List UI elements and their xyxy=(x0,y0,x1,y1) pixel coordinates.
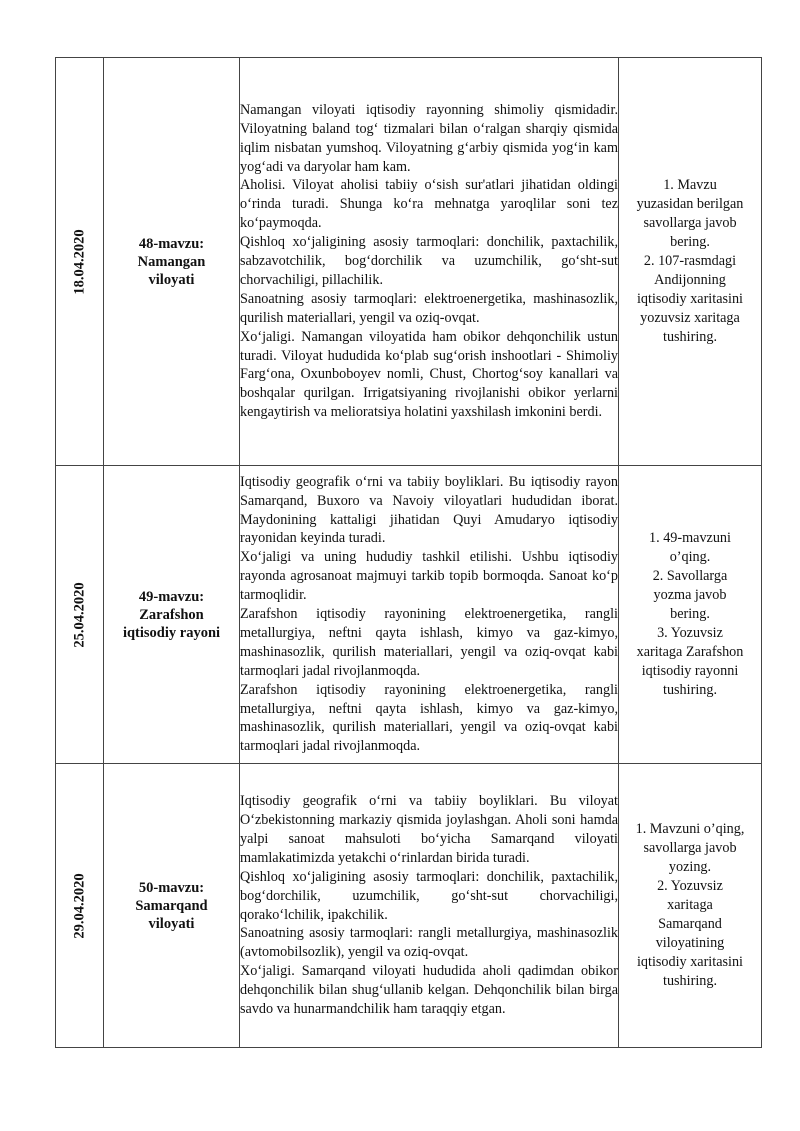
task-line: Andijonning xyxy=(654,271,726,288)
table-row xyxy=(56,58,762,466)
content-paragraph: Iqtisodiy geografik o‘rni va tabiiy boyliklari. Bu iqtisodiy rayon Samarqand, Buxoro va Navoiy viloyatlari hududidan iborat. Maydonining kattaligi jihatidan Quyi Amudaryo iqtisodiy rayonidan keyinda turadi. xyxy=(240,473,618,547)
task-line: tushiring. xyxy=(663,681,717,698)
task-line: 2. Savollarga xyxy=(652,568,728,585)
content-paragraph: Qishloq xo‘jaligining asosiy tarmoqlari: donchilik, paxtachilik, sabzavotchilik, bog‘dorchilik va uzumchilik, go‘sht-sut chorvachiligi, pillachilik. xyxy=(240,234,618,288)
task-line: 1. 49-mavzuni xyxy=(649,530,731,547)
task-cell xyxy=(619,764,762,1048)
task-line: iqtisodiy xaritasini xyxy=(636,290,743,307)
content-paragraph: Zarafshon iqtisodiy rayonining elektroenergetika, rangli metallurgiya, neftni qayta ishlash, kimyo va gaz-kimyo, mashinasozlik, qurilish materiallari, yengil va oziq-ovqat kabi tarmoqlari jadal rivojlanmoqda. xyxy=(240,606,618,679)
lesson-date: 29.04.2020 xyxy=(71,872,87,939)
date-cell xyxy=(56,764,104,1048)
task-line: 2. 107-rasmdagi xyxy=(643,253,737,270)
topic-line: 49-mavzu: xyxy=(138,588,205,605)
topic-line: iqtisodiy rayoni xyxy=(122,624,221,641)
topic-cell xyxy=(104,764,240,1048)
content-paragraph: Xo‘jaligi va uning hududiy tashkil etilishi. Ushbu iqtisodiy rayonda agrosanoat majmuyi tarkib topib bormoqda. Sanoat ko‘p tarmoqlidir. xyxy=(240,549,618,604)
topic-cell xyxy=(104,466,240,764)
task-line: yozing. xyxy=(668,859,712,876)
task-line: bering. xyxy=(670,234,710,251)
content-paragraph: Xo‘jaligi. Samarqand viloyati hududida aholi qadimdan obikor dehqonchilik bilan shug‘ullanib kelgan. Dehqonchilik bilan birga savdo va hunarmandchilik ham taraqqiy etgan. xyxy=(240,963,618,1018)
topic-line: viloyati xyxy=(148,915,195,932)
content-paragraph: Aholisi. Viloyat aholisi tabiiy o‘sish sur'atlari jihatidan oldingi o‘rinda turadi. Shunga ko‘ra mehnatga yaroqlilar soni tez ko‘paymoqda. xyxy=(240,177,618,232)
lesson-plan-table xyxy=(55,57,762,1048)
task-line: savollarga javob xyxy=(643,840,737,857)
topic-line: Zarafshon xyxy=(139,606,204,623)
content-paragraph: Iqtisodiy geografik o‘rni va tabiiy boyliklari. Bu viloyat O‘zbekistonning markaziy qismida joylashgan. Aholi soni hamda yalpi sanoat mahsuloti bo‘yicha Samarqand viloyati mamlakatimizda yetakchi o‘rinlardan birida turadi. xyxy=(240,793,618,866)
task-line: 1. Mavzuni o’qing, xyxy=(635,821,745,838)
content-cell xyxy=(240,58,619,466)
topic-line: viloyati xyxy=(148,271,195,288)
task-cell xyxy=(619,466,762,764)
lesson-date: 18.04.2020 xyxy=(71,228,87,295)
task-line: tushiring. xyxy=(663,972,717,989)
lesson-date: 25.04.2020 xyxy=(71,581,87,648)
topic-line: 48-mavzu: xyxy=(138,235,205,252)
task-line: xaritaga Zarafshon xyxy=(636,643,744,660)
content-cell xyxy=(240,764,619,1048)
task-line: yozuvsiz xaritaga xyxy=(640,309,740,326)
date-cell xyxy=(56,58,104,466)
task-line: xaritaga xyxy=(667,897,713,914)
topic-line: Samarqand xyxy=(135,897,208,914)
table-row xyxy=(56,466,762,764)
task-line: 1. Mavzu xyxy=(663,177,717,194)
content-paragraph: Xo‘jaligi. Namangan viloyatida ham obikor dehqonchilik ustun turadi. Viloyat hududida ko‘plab sug‘orish inshootlari - Shimoliy Farg‘ona, Oxunboboyev nomli, Chust, Chortog‘soy kanallari va boshqalar qurilgan. Irrigatsiyaning rivojlanishi obikor yerlarni kengaytirish va melioratsiya holatini yaxshilash imkonini berdi. xyxy=(240,328,618,421)
content-cell xyxy=(240,466,619,764)
task-cell xyxy=(619,58,762,466)
task-line: Samarqand xyxy=(658,915,722,932)
content-paragraph: Qishloq xo‘jaligining asosiy tarmoqlari: donchilik, paxtachilik, bog‘dorchilik, uzumchilik, go‘sht-sut chorvachiligi, qorako‘lchilik, ipakchilik. xyxy=(240,868,618,923)
task-line: iqtisodiy rayonni xyxy=(641,662,739,679)
task-line: yozma javob xyxy=(653,587,727,604)
task-line: 2. Yozuvsiz xyxy=(657,878,723,895)
task-line: iqtisodiy xaritasini xyxy=(636,953,743,970)
task-line: savollarga javob xyxy=(643,215,737,232)
date-cell xyxy=(56,466,104,764)
task-line: viloyatining xyxy=(655,934,725,951)
topic-line: Namangan xyxy=(137,253,206,270)
task-line: bering. xyxy=(670,606,710,623)
table-row xyxy=(56,764,762,1048)
content-paragraph: Namangan viloyati iqtisodiy rayonning shimoliy qismidadir. Viloyatning baland tog‘ tizmalari bilan o‘ralgan sharqiy qismida iqlim nisbatan yumshoq. Viloyatning g‘arbiy qismida yog‘in kam yog‘adi va daryolar ham kam. xyxy=(240,101,618,175)
task-line: yuzasidan berilgan xyxy=(636,196,744,213)
topic-cell xyxy=(104,58,240,466)
content-paragraph: Sanoatning asosiy tarmoqlari: rangli metallurgiya, mashinasozlik (avtomobilsozlik), yengil va oziq-ovqat. xyxy=(240,925,618,961)
task-line: tushiring. xyxy=(663,328,717,345)
task-line: o’qing. xyxy=(669,549,711,566)
topic-line: 50-mavzu: xyxy=(138,879,205,896)
content-paragraph: Sanoatning asosiy tarmoqlari: elektroenergetika, mashinasozlik, qurilish materiallari, yengil va oziq-ovqat. xyxy=(240,290,618,326)
content-paragraph: Zarafshon iqtisodiy rayonining elektroenergetika, rangli metallurgiya, neftni qayta ishlash, kimyo va gaz-kimyo, mashinasozlik, qurilish materiallari, yengil va oziq-ovqat kabi tarmoqlari jadal rivojlanmoqda. xyxy=(240,681,618,755)
task-line: 3. Yozuvsiz xyxy=(657,624,723,641)
